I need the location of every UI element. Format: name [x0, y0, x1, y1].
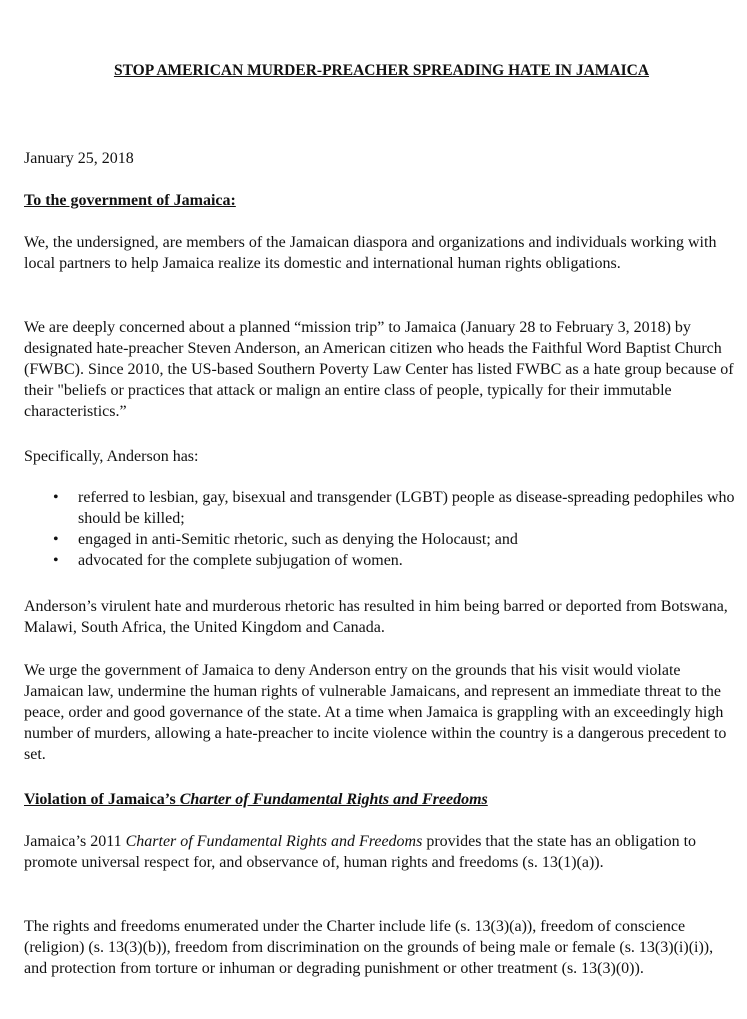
list-item-text: referred to lesbian, gay, bisexual and transgender (LGBT) people as disease-spreading pedophiles who should be killed; [78, 489, 735, 527]
bullet-icon: • [53, 531, 59, 548]
document-date: January 25, 2018 [24, 150, 134, 167]
charter-paragraph-prefix: Jamaica’s 2011 [24, 833, 126, 850]
barred-paragraph: Anderson’s virulent hate and murderous rhetoric has resulted in him being barred or deported from Botswana, Malawi, South Africa, the United Kingdom and Canada. [24, 598, 728, 636]
list-item-text: advocated for the complete subjugation of women. [78, 552, 403, 569]
document-title: STOP AMERICAN MURDER-PREACHER SPREADING HATE IN JAMAICA [113, 62, 650, 79]
list-item-text: engaged in anti-Semitic rhetoric, such as denying the Holocaust; and [78, 531, 518, 548]
charter-paragraph-suffix: provides that the state has an obligation to promote universal respect for, and observance of, human rights and freedoms (s. 13(1)(a)). [24, 833, 697, 871]
bullet-icon: • [53, 552, 59, 569]
concern-paragraph: We are deeply concerned about a planned “mission trip” to Jamaica (January 28 to February 3, 2018) by designated hate-preacher Steven Anderson, an American citizen who heads the Faithful Word Baptist Church (FWBC). Since 2010, the US-based Southern Poverty Law Center has listed FWBC as a hate group because of their "beliefs or practices that attack or malign an entire class of people, typically for their immutable characteristics.” [24, 319, 734, 420]
intro-paragraph: We, the undersigned, are members of the Jamaican diaspora and organizations and individuals working with local partners to help Jamaica realize its domestic and international human rights obligations. [24, 234, 717, 272]
salutation-heading: To the government of Jamaica: [24, 192, 236, 209]
bullet-icon: • [53, 489, 59, 506]
rights-paragraph: The rights and freedoms enumerated under the Charter include life (s. 13(3)(a)), freedom of conscience (religion) (s. 13(3)(b)), freedom from discrimination on the grounds of being male or female (s. 13(3)(i)(i)), and protection from torture or inhuman or degrading punishment or other treatment (s. 13(3)(0)). [24, 918, 714, 977]
charter-paragraph-italic: Charter of Fundamental Rights and Freedoms [125, 833, 423, 850]
list-item [24, 487, 739, 529]
section-heading [24, 789, 739, 810]
urge-paragraph: We urge the government of Jamaica to deny Anderson entry on the grounds that his visit would violate Jamaican law, undermine the human rights of vulnerable Jamaicans, and represent an immediate threat to the peace, order and good governance of the state. At a time when Jamaica is grappling with an exceedingly high number of murders, allowing a hate-preacher to incite violence within the country is a dangerous precedent to set. [24, 662, 727, 763]
list-item [24, 550, 739, 571]
section-heading-prefix: Violation of Jamaica’s [24, 791, 180, 808]
section-heading-italic: Charter of Fundamental Rights and Freedoms [179, 791, 488, 808]
charter-paragraph [24, 831, 739, 873]
bullet-list [24, 487, 739, 571]
list-item [24, 529, 739, 550]
specifically-paragraph: Specifically, Anderson has: [24, 448, 199, 465]
